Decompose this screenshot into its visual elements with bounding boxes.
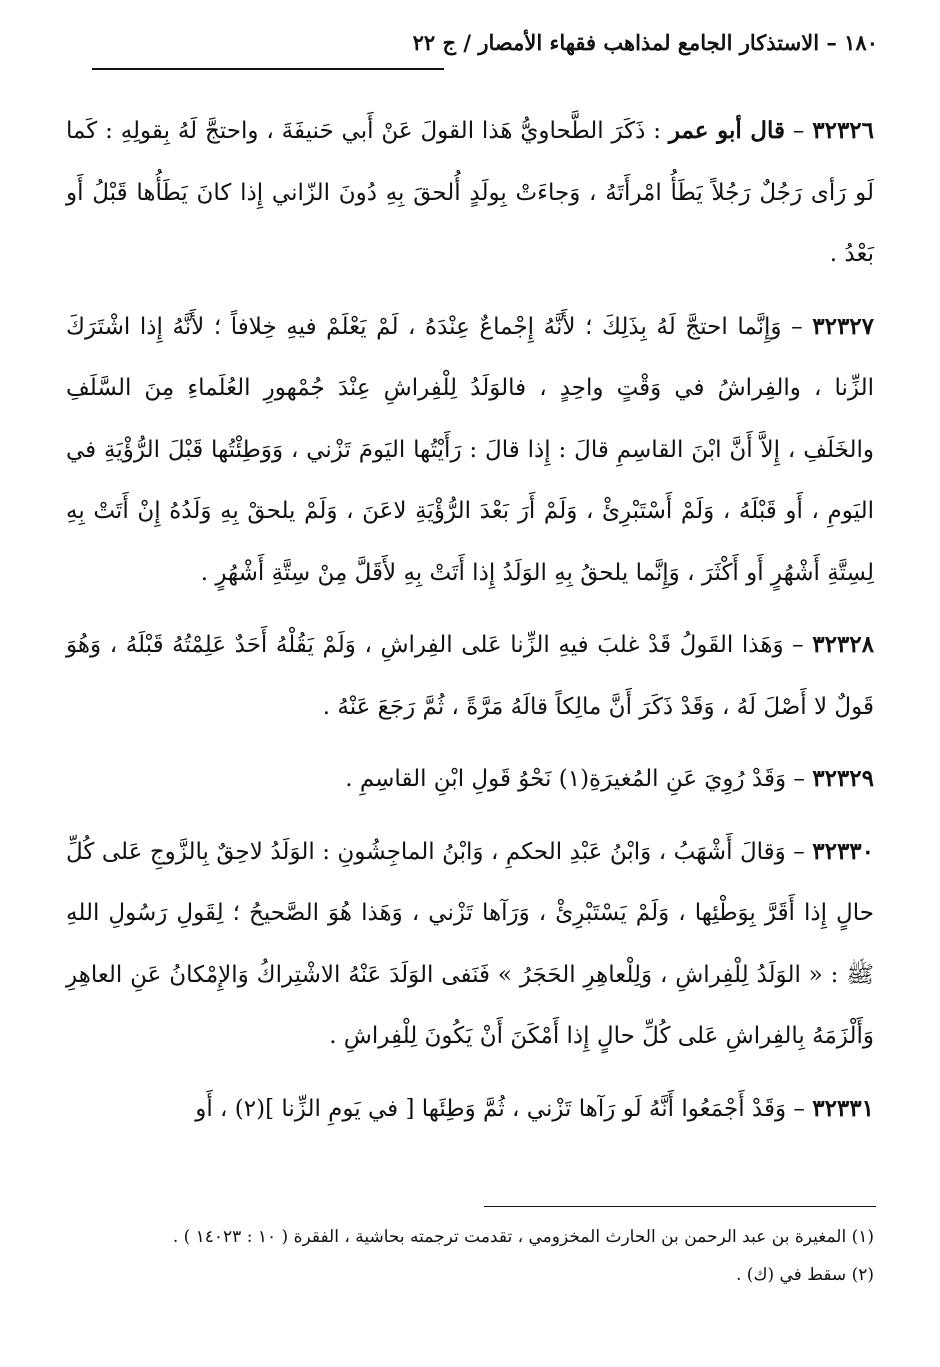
paragraph-32327 (66, 296, 874, 605)
footnote-rule (484, 1206, 876, 1207)
paragraph-32330 (66, 821, 874, 1068)
paragraph-number: ٣٢٣٢٦ (812, 117, 875, 144)
paragraph-32331 (66, 1078, 874, 1141)
paragraph-32328 (66, 614, 874, 738)
paragraph-dash: – (785, 118, 805, 144)
paragraph-dash: – (785, 838, 805, 865)
main-text (66, 100, 874, 1150)
paragraph-text: وَهَذا القَولُ قَدْ غلبَ فيهِ الزِّنا عَلى الفِراشِ ، وَلَمْ يَقُلْهُ أَحَدٌ عَلِمْتُهُ قَبْلَهُ ، وَهُوَ قَولٌ لا أَصْلَ لَهُ ، وَقَدْ ذَكَرَ أَنَّ مالِكاً قالَهُ مَرَّةً ، ثُمَّ رَجَعَ عَنْهُ . (66, 632, 874, 720)
paragraph-number: ٣٢٣٢٧ (812, 312, 875, 340)
paragraph-dash: – (786, 766, 805, 792)
footnote-1: (١) المغيرة بن عبد الرحمن بن الحارث المخزومي ، تقدمت ترجمته بحاشية ، الفقرة ( ١٠ : ١٤٠٢٣ ) . (172, 1227, 874, 1247)
footnotes (66, 1218, 874, 1294)
paragraph-number: ٣٢٣٢٨ (812, 631, 874, 658)
paragraph-lead: قال أبو عمر (668, 117, 786, 144)
footnote-2: (٢) سقط في (ك) . (736, 1265, 874, 1285)
paragraph-number: ٣٢٣٣١ (812, 1094, 874, 1122)
header-rule (92, 68, 444, 70)
paragraph-text: وَقَدْ رُوِيَ عَنِ المُغيرَةِ(١) نَحْوُ قَولِ ابْنِ القاسِمِ . (345, 766, 787, 792)
paragraph-text: : ذَكَرَ الطَّحاويُّ هَذا القولَ عَنْ أَبي حَنيفَةَ ، واحتجَّ لَهُ بِقولِهِ : كَما لَو رَأى رَجُلٌ رَجُلاً يَطَأُ امْرأَتَهُ ، وَجاءَتْ بِولَدٍ أُلحقَ بِهِ دُونَ الزّاني إِذا كانَ يَطَأُها قَبْلُ أَو بَعْدُ . (66, 118, 874, 267)
paragraph-number: ٣٢٣٣٠ (812, 837, 875, 865)
paragraph-dash: – (786, 1095, 805, 1122)
paragraph-text: وَإِنَّما احتجَّ لَهُ بِذَلِكَ ؛ لأَنَّهُ إِجْماعٌ عِنْدَهُ ، لَمْ يَعْلَمْ فيهِ خِلافاً ؛ لأَنَّهُ إِذا اشْتَرَكَ الزِّنا ، والفِراشُ في وَقْتٍ واحِدٍ ، فالوَلَدُ لِلْفِراشِ عِنْدَ جُمْهورِ العُلَماءِ مِنَ السَّلَفِ والخَلَفِ ، إِلاَّ أَنَّ ابْنَ القاسِمِ قالَ : إِذا قالَ : رَأَيْتُها اليَومَ تَزْني ، وَوَطِئْتُها قَبْلَ الرُّؤْيَةِ في اليَومِ ، أَو قَبْلَهُ ، وَلَمْ أَسْتَبْرِئْ ، وَلَمْ أَرَ بَعْدَ الرُّؤْيَةِ لاعَنَ ، وَلَمْ يلحقْ بِهِ وَلَدُهُ إِنْ أَتَتْ بِهِ لِسِتَّةِ أَشْهُرٍ أَو أَكْثَرَ ، وَإِنَّما يلحقُ بِهِ الوَلَدُ إِذا أَتَتْ بِهِ لأَقَلَّ مِنْ سِتَّةِ أَشْهُرٍ . (66, 313, 874, 586)
paragraph-32326 (66, 100, 874, 286)
paragraph-text: وَقَدْ أَجْمَعُوا أَنَّهُ لَو رَآها تَزْني ، ثُمَّ وَطِئَها [ في يَومِ الزِّنا ](٢) ، أَو (195, 1095, 787, 1122)
running-header: ١٨٠ – الاستذكار الجامع لمذاهب فقهاء الأمصار / ج ٢٢ (412, 30, 878, 55)
paragraph-text: وَقالَ أَشْهَبُ ، وَابْنُ عَبْدِ الحكمِ ، وَابْنُ الماجِشُونِ : الوَلَدُ لاحِقٌ بِالزَّوجِ عَلى كُلِّ حالٍ إِذا أَقَرَّ بِوَطْئِها ، وَلَمْ يَسْتَبْرِئْ ، وَرَآها تَزْني ، وَهَذا هُوَ الصَّحيحُ ؛ لِقَولِ رَسُولِ اللهِ ﷺ : « الوَلَدُ لِلْفِراشِ ، وَلِلْعاهِرِ الحَجَرُ » فَنَفى الوَلَدَ عَنْهُ الاشْتِراكُ وَالإِمْكانُ عَنِ العاهِرِ وَأَلْزَمَهُ بِالفِراشِ عَلى كُلِّ حالٍ إِذا أَمْكَنَ أَنْ يَكُونَ لِلْفِراشِ . (66, 838, 874, 1049)
paragraph-dash: – (783, 632, 804, 658)
paragraph-32329 (66, 748, 874, 811)
paragraph-dash: – (781, 313, 803, 340)
paragraph-number: ٣٢٣٢٩ (812, 765, 874, 792)
